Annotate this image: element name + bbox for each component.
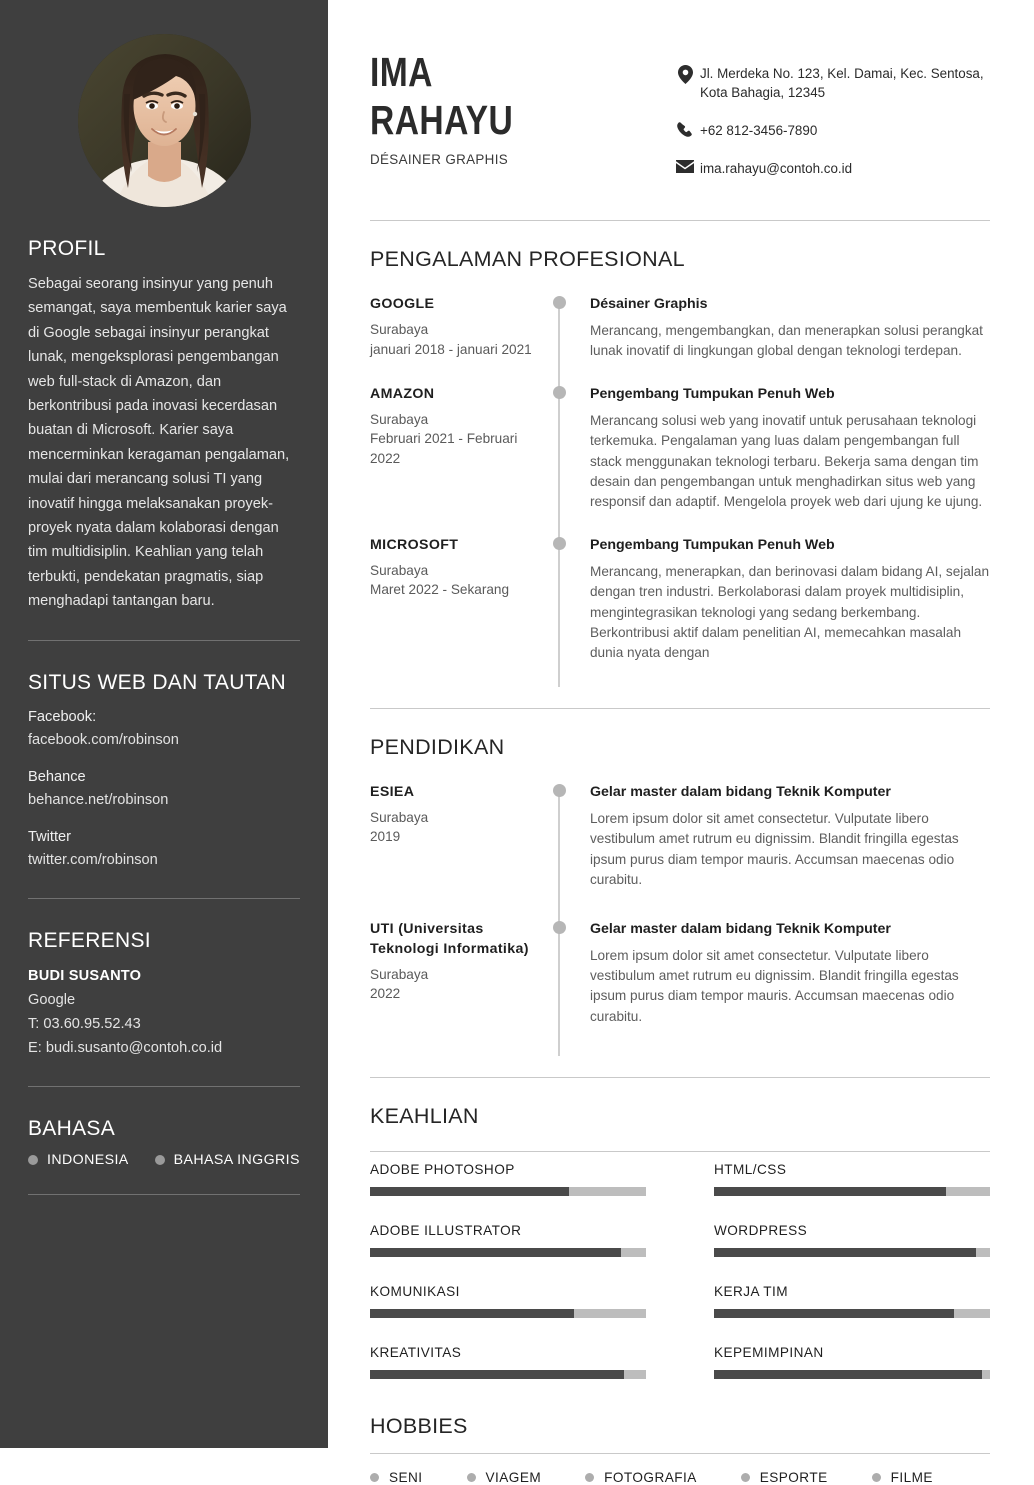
- main-content: [328, 0, 1034, 1485]
- experience-entry-left: [370, 294, 546, 384]
- link-item[interactable]: [28, 766, 300, 812]
- reference-phone: T: 03.60.95.52.43: [28, 1015, 141, 1032]
- experience-description: Merancang solusi web yang inovatif untuk perusahaan teknologi terkemuka. Pengalaman yang luas dalam pengembangan full stack menggunakan teknologi terbaru. Bekerja sama dengan tim desain dan pengembangan untuk menghadirkan situs web yang responsif dan adaptif. Mengelola proyek web dari ujung ke ujung.: [590, 412, 983, 510]
- bullet-dot-icon: [370, 1473, 379, 1482]
- experience-role: Désainer Graphis: [590, 296, 708, 312]
- contact-block: [670, 48, 990, 178]
- language-section: [28, 1117, 300, 1168]
- education-description: Lorem ipsum dolor sit amet consectetur. Vulputate libero vestibulum amet rutrum eu dignissim. Blandit fringilla egestas ipsum purus diam tempor mauris. Accumsan maecenas odio curabitu.: [590, 810, 959, 888]
- bullet-dot-icon: [467, 1473, 476, 1482]
- hobby-label: VIAGEM: [485, 1470, 542, 1485]
- profile-section: [28, 237, 300, 614]
- sidebar-divider-1: [28, 640, 300, 641]
- skill-track: [370, 1309, 646, 1318]
- reference-email[interactable]: E: budi.susanto@contoh.co.id: [28, 1039, 223, 1056]
- skill-item: [370, 1162, 646, 1196]
- skill-fill: [370, 1248, 621, 1257]
- timeline-axis: [546, 919, 572, 1056]
- link-item[interactable]: [28, 826, 300, 872]
- profile-title: PROFIL: [28, 237, 106, 260]
- links-title: SITUS WEB DAN TAUTAN: [28, 670, 287, 694]
- skill-item: [370, 1223, 646, 1257]
- education-location: Surabaya: [370, 809, 429, 825]
- hobbies-title: HOBBIES: [370, 1414, 468, 1439]
- contact-phone: +62 812-3456-7890: [700, 123, 818, 138]
- resume-header: [370, 0, 990, 178]
- links-section: [28, 671, 300, 872]
- skill-fill: [370, 1309, 574, 1318]
- education-dates: 2022: [370, 986, 401, 1001]
- skill-track: [714, 1309, 990, 1318]
- hobby-label: FILME: [890, 1470, 933, 1485]
- experience-section: [370, 221, 990, 709]
- experience-dates: Maret 2022 - Sekarang: [370, 582, 510, 598]
- skill-item: [370, 1284, 646, 1318]
- education-location: Surabaya: [370, 966, 429, 982]
- bullet-dot-icon: [872, 1473, 881, 1482]
- skill-label: KEPEMIMPINAN: [714, 1345, 824, 1361]
- timeline-dot-icon: [553, 921, 566, 934]
- location-pin-icon: [670, 64, 700, 84]
- language-label: INDONESIA: [47, 1151, 129, 1168]
- experience-entry-right: [572, 294, 990, 384]
- link-label: Facebook:: [28, 708, 97, 725]
- timeline-dot-icon: [553, 386, 566, 399]
- language-list: [28, 1152, 300, 1168]
- skill-label: HTML/CSS: [714, 1162, 787, 1178]
- hobby-item: [741, 1470, 828, 1485]
- language-title: BAHASA: [28, 1116, 115, 1140]
- experience-entry-right: [572, 384, 990, 535]
- experience-role: Pengembang Tumpukan Penuh Web: [590, 536, 835, 553]
- education-title: PENDIDIKAN: [370, 734, 505, 759]
- hobbies-list: [370, 1454, 990, 1485]
- first-name: IMA: [370, 49, 433, 95]
- experience-description: Merancang, mengembangkan, dan menerapkan solusi perangkat lunak inovatif di lingkungan global dengan teknologi terdepan.: [590, 323, 983, 359]
- contact-address: Jl. Merdeka No. 123, Kel. Damai, Kec. Sentosa, Kota Bahagia, 12345: [700, 66, 984, 100]
- skill-track: [714, 1370, 990, 1379]
- link-url[interactable]: behance.net/robinson: [28, 791, 169, 808]
- sidebar-divider-4: [28, 1194, 300, 1195]
- bullet-dot-icon: [585, 1473, 594, 1482]
- skills-grid: [370, 1152, 990, 1406]
- experience-org: MICROSOFT: [370, 536, 459, 553]
- sidebar-divider-2: [28, 898, 300, 899]
- experience-entry-left: [370, 535, 546, 686]
- hobby-item: [872, 1470, 933, 1485]
- education-dates: 2019: [370, 829, 401, 845]
- timeline-axis: [546, 535, 572, 686]
- experience-location: Surabaya: [370, 322, 429, 337]
- hobby-item: [370, 1470, 423, 1485]
- experience-entry-right: [572, 535, 990, 686]
- skill-label: ADOBE PHOTOSHOP: [370, 1162, 515, 1178]
- experience-title: PENGALAMAN PROFESIONAL: [370, 247, 685, 271]
- language-item: [155, 1152, 300, 1168]
- skill-track: [370, 1248, 646, 1257]
- hobby-item: [467, 1470, 542, 1485]
- education-description: Lorem ipsum dolor sit amet consectetur. Vulputate libero vestibulum amet rutrum eu dignissim. Blandit fringilla egestas ipsum purus diam tempor mauris. Accumsan maecenas odio curabitu.: [590, 947, 959, 1024]
- skill-track: [714, 1248, 990, 1257]
- experience-entry-left: [370, 384, 546, 535]
- skill-track: [370, 1187, 646, 1196]
- education-org: UTI (Universitas Teknologi Informatika): [370, 920, 529, 957]
- skill-track: [714, 1187, 990, 1196]
- education-entry-right: [572, 782, 990, 919]
- skill-item: [714, 1162, 990, 1196]
- hobby-label: SENI: [389, 1470, 423, 1485]
- experience-org: AMAZON: [370, 385, 435, 402]
- profile-text: Sebagai seorang insinyur yang penuh semangat, saya membentuk karier saya di Google sebagai insinyur perangkat lunak, mengeksplorasi pengembangan web full-stack di Amazon, dan berkontribusi pada inovasi kecerdasan buatan di Microsoft. Karier saya mencerminkan keragaman pengalaman, mulai dari merancang solusi TI yang inovatif hingga melaksanakan proyek-proyek nyata dalam kolaborasi dengan tim multidisiplin. Keahlian yang telah terbukti, pendekatan pragmatis, siap menghadapi tantangan baru.: [28, 276, 290, 610]
- avatar-container: [28, 0, 300, 207]
- education-entry-left: [370, 782, 546, 919]
- hobby-label: FOTOGRAFIA: [604, 1470, 697, 1485]
- skills-section: [370, 1078, 990, 1406]
- skill-label: WORDPRESS: [714, 1223, 808, 1239]
- education-entry-right: [572, 919, 990, 1056]
- education-entry-left: [370, 919, 546, 1056]
- bullet-dot-icon: [28, 1155, 38, 1165]
- experience-role: Pengembang Tumpukan Penuh Web: [590, 385, 835, 402]
- education-section: [370, 709, 990, 1078]
- timeline-axis: [546, 294, 572, 384]
- timeline-dot-icon: [553, 296, 566, 309]
- envelope-icon: [670, 159, 700, 173]
- timeline-axis: [546, 384, 572, 535]
- last-name: RAHAYU: [370, 97, 514, 143]
- contact-email-row: [670, 159, 990, 178]
- link-label: Behance: [28, 768, 86, 785]
- hobby-label: ESPORTE: [759, 1470, 828, 1485]
- link-label: Twitter: [28, 828, 71, 845]
- skill-label: KERJA TIM: [714, 1284, 789, 1300]
- experience-dates: januari 2018 - januari 2021: [370, 341, 532, 357]
- link-item[interactable]: [28, 706, 300, 752]
- sidebar-divider-3: [28, 1086, 300, 1087]
- timeline-dot-icon: [553, 784, 566, 797]
- timeline-dot-icon: [553, 537, 566, 550]
- reference-name: BUDI SUSANTO: [28, 967, 142, 984]
- skill-fill: [714, 1248, 976, 1257]
- contact-address-row: [670, 64, 990, 102]
- job-title: DÉSAINER GRAPHIS: [370, 152, 509, 167]
- sidebar: [0, 0, 328, 1448]
- skill-fill: [370, 1370, 624, 1379]
- skill-item: [714, 1223, 990, 1257]
- phone-icon: [670, 121, 700, 139]
- skill-fill: [714, 1309, 954, 1318]
- experience-location: Surabaya: [370, 411, 429, 427]
- skill-label: KOMUNIKASI: [370, 1284, 460, 1300]
- education-entry: [370, 782, 990, 919]
- skill-item: [370, 1345, 646, 1379]
- language-label: BAHASA INGGRIS: [173, 1151, 300, 1168]
- contact-email[interactable]: ima.rahayu@contoh.co.id: [700, 161, 853, 176]
- experience-entry: [370, 535, 990, 686]
- education-entry: [370, 919, 990, 1056]
- skills-title: KEAHLIAN: [370, 1104, 479, 1129]
- skill-track: [370, 1370, 646, 1379]
- timeline-axis: [546, 782, 572, 919]
- name-block: [370, 48, 670, 178]
- hobby-item: [585, 1470, 697, 1485]
- experience-entry: [370, 384, 990, 535]
- hobbies-section: [370, 1406, 990, 1485]
- skill-item: [714, 1345, 990, 1379]
- link-url[interactable]: twitter.com/robinson: [28, 851, 158, 868]
- bullet-dot-icon: [155, 1155, 165, 1165]
- reference-company: Google: [28, 991, 76, 1008]
- reference-section: [28, 929, 300, 1060]
- contact-phone-row: [670, 121, 990, 140]
- education-org: ESIEA: [370, 783, 415, 800]
- link-url[interactable]: facebook.com/robinson: [28, 731, 179, 748]
- skill-fill: [714, 1370, 982, 1379]
- bullet-dot-icon: [741, 1473, 750, 1482]
- experience-entry: [370, 294, 990, 384]
- skill-label: ADOBE ILLUSTRATOR: [370, 1223, 522, 1239]
- experience-description: Merancang, menerapkan, dan berinovasi dalam bidang AI, sejalan dengan tren industri. Berkolaborasi dalam proyek multidisiplin, mengintegrasikan teknologi yang sedang berkembang. Berkontribusi aktif dalam penelitian AI, memecahkan masalah dunia nyata dengan: [590, 563, 990, 661]
- language-item: [28, 1152, 129, 1168]
- skill-fill: [714, 1187, 946, 1196]
- avatar: [78, 34, 251, 207]
- experience-location: Surabaya: [370, 562, 429, 578]
- education-degree: Gelar master dalam bidang Teknik Komputer: [590, 783, 891, 800]
- experience-dates: Februari 2021 - Februari 2022: [370, 431, 518, 466]
- skill-item: [714, 1284, 990, 1318]
- portrait-photo-icon: [78, 34, 251, 207]
- reference-title: REFERENSI: [28, 928, 151, 952]
- skill-label: KREATIVITAS: [370, 1345, 462, 1361]
- experience-org: GOOGLE: [370, 296, 435, 312]
- skill-fill: [370, 1187, 569, 1196]
- education-degree: Gelar master dalam bidang Teknik Komputer: [590, 920, 891, 937]
